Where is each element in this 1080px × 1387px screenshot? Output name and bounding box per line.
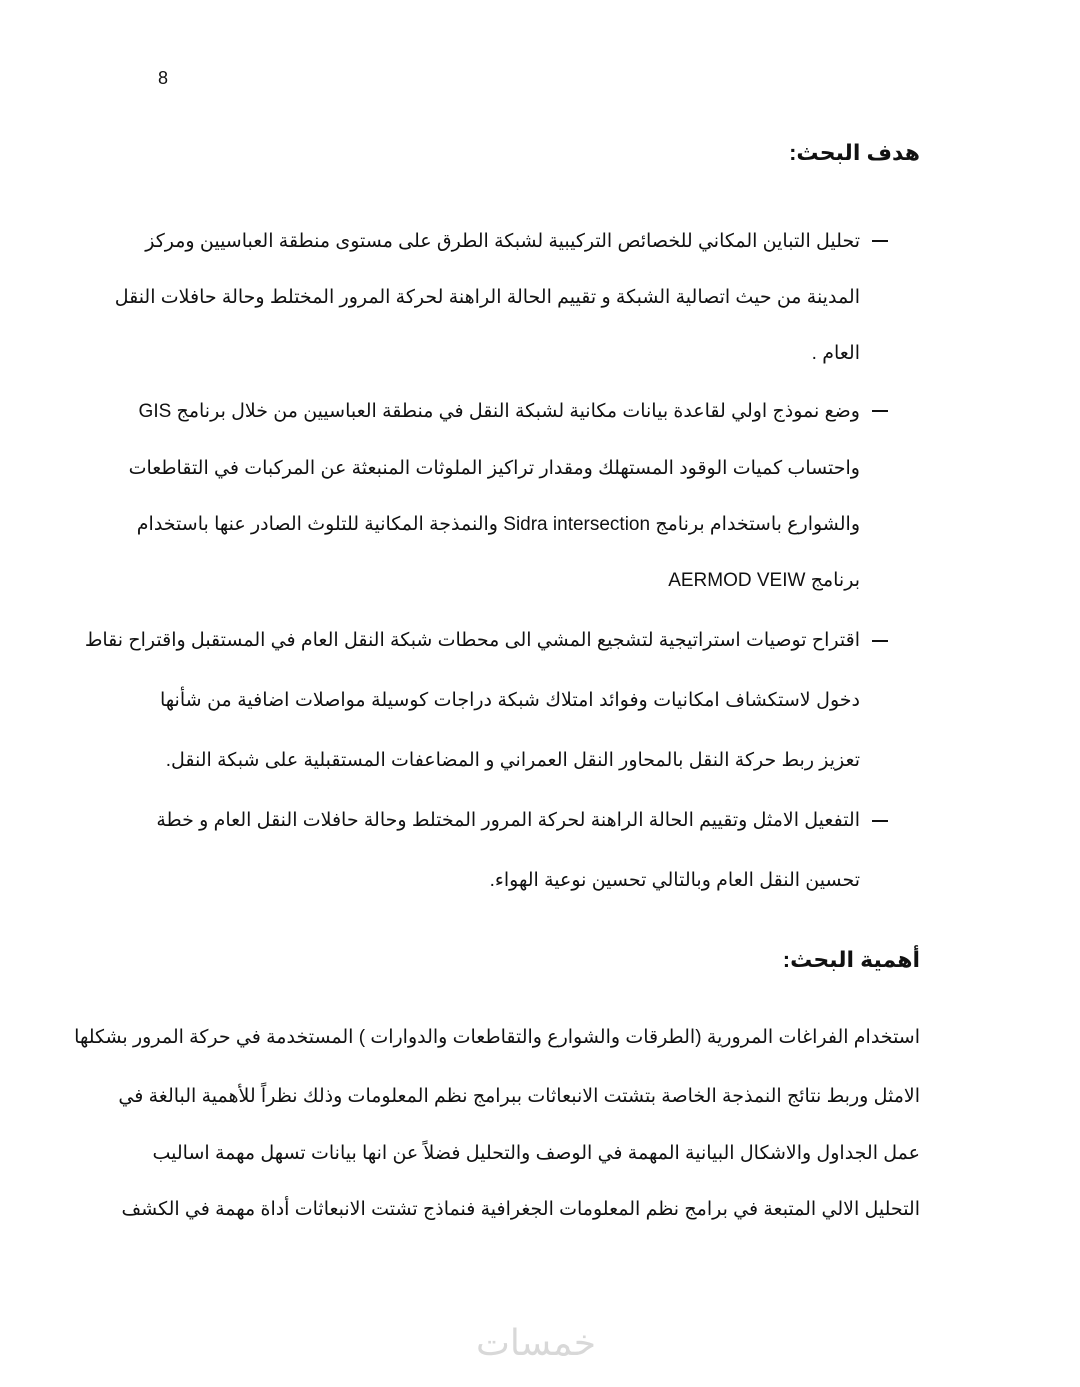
bullet-2-line: برنامج AERMOD VEIW (668, 570, 860, 591)
bullet-2-line: وضع نموذج اولي لقاعدة بيانات مكانية لشبكة النقل في منطقة العباسيين من خلال برنامج GIS (138, 401, 860, 422)
section-heading-research-goal: هدف البحث: (789, 140, 920, 165)
bullet-4-line: تحسين النقل العام وبالتالي تحسين نوعية الهواء. (489, 870, 860, 891)
bullet-3-line: تعزيز ربط حركة النقل بالمحاور النقل العمراني و المضاعفات المستقبلية على شبكة النقل. (165, 750, 860, 771)
bullet-dash (872, 410, 888, 412)
bullet-3-line: دخول لاستكشاف امكانيات وفوائد امتلاك شبكة دراجات كوسيلة مواصلات اضافية من شأنها (160, 690, 860, 711)
paragraph-line: الامثل وربط نتائج النمذجة الخاصة بتشتت الانبعاثات ببرامج نظم المعلومات وذلك نظراً للأهمية البالغة في (118, 1086, 920, 1107)
bullet-dash (872, 640, 888, 642)
section-heading-research-importance: أهمية البحث: (782, 947, 920, 972)
bullet-4-line: التفعيل الامثل وتقييم الحالة الراهنة لحركة المرور المختلط وحالة حافلات النقل العام و خطة (156, 810, 860, 831)
bullet-2-line: والشوارع باستخدام برنامج Sidra intersection والنمذجة المكانية للتلوث الصادر عنها باستخدام (136, 514, 860, 535)
bullet-dash (872, 820, 888, 822)
bullet-1-line: المدينة من حيث اتصالية الشبكة و تقييم الحالة الراهنة لحركة المرور المختلط وحالة حافلات النقل (114, 287, 860, 308)
paragraph-line: استخدام الفراغات المرورية (الطرقات والشوارع والتقاطعات والدوارات ) المستخدمة في حركة المرور بشكلها (74, 1027, 920, 1048)
bullet-1-line: العام . (811, 343, 860, 364)
bullet-dash (872, 240, 888, 242)
paragraph-line: التحليل الالي المتبعة في برامج نظم المعلومات الجغرافية فنماذج تشتت الانبعاثات أداة مهمة في الكشف (121, 1199, 920, 1220)
page-number: 8 (158, 68, 169, 88)
bullet-2-line: واحتساب كميات الوقود المستهلك ومقدار تراكيز الملوثات المنبعثة عن المركبات في التقاطعات (128, 458, 860, 479)
watermark-logo: خمسات (476, 1322, 597, 1363)
bullet-3-line: اقتراح توصيات استراتيجية لتشجيع المشي الى محطات شبكة النقل العام في المستقبل واقتراح نقاط (84, 630, 860, 651)
bullet-1-line: تحليل التباين المكاني للخصائص التركيبية لشبكة الطرق على مستوى منطقة العباسيين ومركز (145, 231, 860, 252)
paragraph-line: عمل الجداول والاشكال البيانية المهمة في الوصف والتحليل فضلاً عن انها بيانات تسهل مهمة اساليب (152, 1143, 920, 1164)
